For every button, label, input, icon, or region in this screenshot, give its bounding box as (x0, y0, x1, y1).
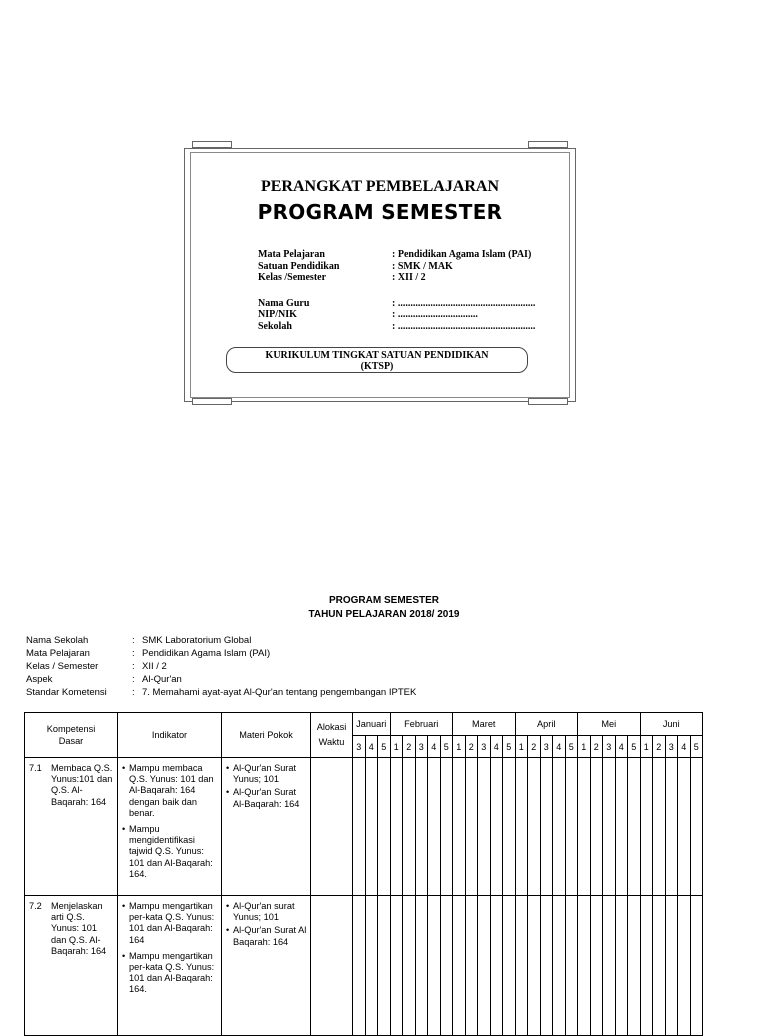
frame-corner-decoration (528, 141, 568, 148)
week-number: 5 (440, 736, 453, 758)
indikator-cell (118, 758, 222, 896)
meta-row (26, 660, 746, 673)
indikator-text: Mampu mengartikan per-kata Q.S. Yunus: 101 dan Al-Baqarah: 164 (129, 901, 215, 945)
indikator-cell (118, 896, 222, 1036)
week-number: 3 (353, 736, 366, 758)
program-year: TAHUN PELAJARAN 2018/ 2019 (308, 609, 460, 620)
cover-field-row (258, 272, 558, 284)
cover-field-row (258, 249, 558, 261)
frame-corner-decoration (528, 398, 568, 405)
week-number: 5 (628, 736, 641, 758)
week-number: 5 (378, 736, 391, 758)
meta-row (26, 647, 746, 660)
indikator-text: Mampu mengartikan per-kata Q.S. Yunus: 101 dan Al-Baqarah: 164. (129, 950, 215, 995)
cover-title: PERANGKAT PEMBELAJARAN (260, 178, 500, 195)
week-number: 2 (653, 736, 666, 758)
week-number: 1 (453, 736, 466, 758)
meta-row (26, 673, 746, 686)
materi-item: • Al-Qur'an Surat Yunus; 101 (226, 763, 307, 785)
kd-text: Menjelaskan arti Q.S. Yunus: 101 dan Q.S. Al-Baqarah: 164 (51, 901, 107, 956)
week-number: 2 (528, 736, 541, 758)
materi-item: • Al-Qur'an surat Yunus; 101 (226, 901, 307, 923)
cover-page (184, 142, 576, 404)
cover-field-value: : XII / 2 (392, 272, 426, 284)
header-indikator: Indikator (118, 713, 222, 758)
week-number: 5 (690, 736, 703, 758)
frame-corner-decoration (192, 141, 232, 148)
curriculum-banner (226, 347, 528, 373)
kompetensi-cell (25, 896, 118, 1036)
cover-field-label: NIP/NIK (258, 309, 297, 321)
week-number: 3 (415, 736, 428, 758)
header-month: Februari (390, 713, 453, 736)
cover-field-value: : ....................................................... (392, 297, 536, 309)
cover-field-row (258, 321, 558, 333)
program-title: PROGRAM SEMESTER (328, 595, 439, 606)
week-number: 4 (365, 736, 378, 758)
week-number: 3 (603, 736, 616, 758)
week-number: 3 (478, 736, 491, 758)
cover-field-label: Satuan Pendidikan (258, 260, 340, 272)
curriculum-banner-line: (KTSP) (360, 361, 394, 372)
header-month: Mei (578, 713, 641, 736)
table-row (25, 758, 703, 896)
week-number: 3 (540, 736, 553, 758)
header-kompetensi: Kompetensi Dasar (25, 713, 118, 758)
meta-row (26, 686, 746, 699)
indikator-text: Mampu mengidentifikasi tajwid Q.S. Yunus: 101 dan Al-Baqarah: 164. (129, 824, 213, 879)
indikator-item: • Mampu mengartikan per-kata Q.S. Yunus: 101 dan Al-Baqarah: 164 (122, 901, 218, 946)
cover-subtitle: PROGRAM SEMESTER (257, 200, 503, 224)
week-number: 5 (565, 736, 578, 758)
cover-field-label: Sekolah (258, 320, 292, 332)
kd-number: 7.2 (29, 901, 42, 911)
week-number: 4 (553, 736, 566, 758)
cover-field-value: : ....................................................... (392, 320, 536, 332)
materi-item: • Al-Qur'an Surat Al-Baqarah: 164 (226, 787, 307, 809)
week-number: 3 (665, 736, 678, 758)
meta-value: 7. Memahami ayat-ayat Al-Qur'an tentang pengembangan IPTEK (142, 687, 417, 698)
kd-text: Membaca Q.S. Yunus:101 dan Q.S. Al-Baqarah: 164 (51, 763, 113, 807)
materi-cell (222, 758, 311, 896)
indikator-item: • Mampu membaca Q.S. Yunus: 101 dan Al-Baqarah: 164 dengan baik dan benar. (122, 763, 218, 819)
meta-value: Pendidikan Agama Islam (PAI) (142, 648, 271, 659)
kd-number: 7.1 (29, 763, 42, 773)
meta-key: Nama Sekolah (26, 635, 89, 646)
indikator-text: Mampu membaca Q.S. Yunus: 101 dan Al-Baqarah: 164 dengan baik dan benar. (129, 763, 214, 818)
materi-item: • Al-Qur'an Surat Al Baqarah: 164 (226, 925, 307, 947)
meta-value: SMK Laboratorium Global (142, 635, 252, 646)
meta-value: XII / 2 (142, 661, 167, 672)
cover-field-row (258, 261, 558, 273)
indikator-item: • Mampu mengartikan per-kata Q.S. Yunus: 101 dan Al-Baqarah: 164. (122, 951, 218, 996)
meta-colon: : (132, 648, 135, 659)
meta-colon: : (132, 635, 135, 646)
materi-text: Al-Qur'an Surat Al-Baqarah: 164 (233, 787, 300, 809)
materi-text: Al-Qur'an surat Yunus; 101 (233, 901, 295, 923)
alokasi-cell (311, 896, 353, 1036)
meta-key: Mata Pelajaran (26, 648, 90, 659)
curriculum-banner-line: KURIKULUM TINGKAT SATUAN PENDIDIKAN (265, 350, 489, 361)
header-alokasi: Alokasi Waktu (311, 713, 353, 758)
cover-fields (258, 249, 558, 333)
meta-colon: : (132, 661, 135, 672)
week-number: 1 (515, 736, 528, 758)
cover-field-value: : ................................ (392, 309, 478, 321)
cover-field-label: Nama Guru (258, 297, 310, 309)
cover-field-row (258, 298, 558, 310)
meta-colon: : (132, 674, 135, 685)
cover-field-label: Kelas /Semester (258, 272, 327, 284)
header-materi: Materi Pokok (222, 713, 311, 758)
week-number: 4 (615, 736, 628, 758)
week-number: 4 (490, 736, 503, 758)
meta-key: Kelas / Semester (26, 661, 99, 672)
materi-text: Al-Qur'an Surat Al Baqarah: 164 (233, 925, 307, 947)
meta-row (26, 634, 746, 647)
meta-key: Aspek (26, 674, 53, 685)
week-number: 2 (403, 736, 416, 758)
cover-field-row (258, 309, 558, 321)
cover-field-label: Mata Pelajaran (258, 249, 325, 260)
semester-table (24, 712, 703, 1036)
meta-value: Al-Qur'an (142, 674, 182, 685)
cover-field-value: : Pendidikan Agama Islam (PAI) (392, 249, 532, 260)
kompetensi-cell (25, 758, 118, 896)
header-month: Januari (353, 713, 391, 736)
week-number: 4 (678, 736, 691, 758)
week-number: 1 (390, 736, 403, 758)
meta-colon: : (132, 687, 135, 698)
meta-key: Standar Kometensi (26, 687, 107, 698)
week-number: 1 (640, 736, 653, 758)
week-number: 2 (465, 736, 478, 758)
header-month: Juni (640, 713, 703, 736)
week-number: 4 (428, 736, 441, 758)
program-meta (26, 634, 746, 699)
week-number: 5 (503, 736, 516, 758)
indikator-item: • Mampu mengidentifikasi tajwid Q.S. Yunus: 101 dan Al-Baqarah: 164. (122, 824, 218, 880)
week-number: 2 (590, 736, 603, 758)
alokasi-cell (311, 758, 353, 896)
header-month: Maret (453, 713, 516, 736)
frame-corner-decoration (192, 398, 232, 405)
table-row (25, 896, 703, 1036)
materi-cell (222, 896, 311, 1036)
materi-text: Al-Qur'an Surat Yunus; 101 (233, 763, 297, 785)
week-number: 1 (578, 736, 591, 758)
header-month: April (515, 713, 578, 736)
cover-field-value: : SMK / MAK (392, 260, 453, 272)
